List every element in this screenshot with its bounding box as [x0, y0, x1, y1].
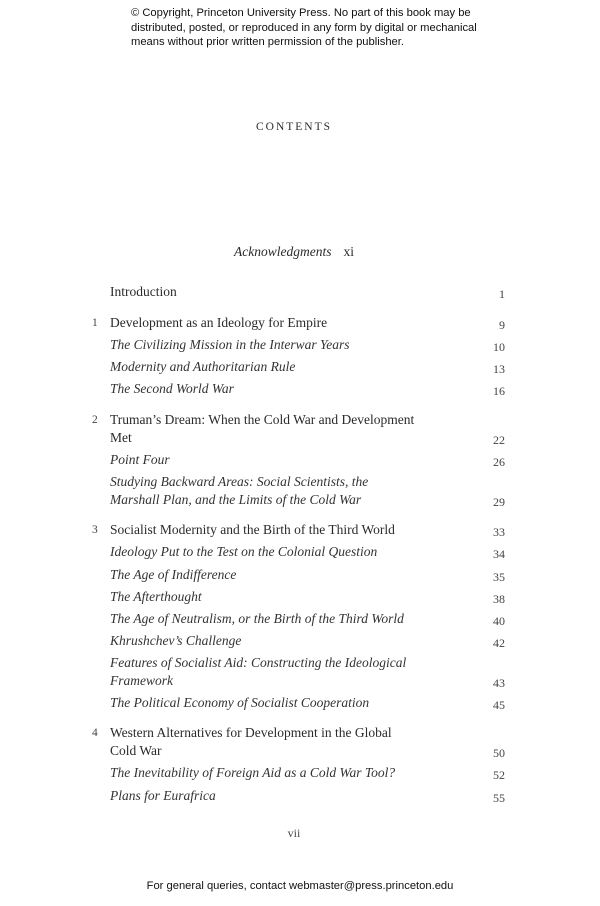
toc-section[interactable] — [0, 764, 600, 782]
entry-title: The Age of Neutralism, or the Birth of the Third World — [110, 611, 404, 626]
footer-contact: For general queries, contact webmaster@press.princeton.edu — [146, 880, 454, 892]
entry-title: Features of Socialist Aid: Constructing the Ideological Framework — [110, 655, 407, 688]
entry-title: The Afterthought — [110, 589, 202, 604]
entry-title: Plans for Eurafrica — [110, 788, 216, 803]
entry-title: Truman’s Dream: When the Cold War and Development Met — [110, 412, 415, 445]
toc-section[interactable] — [0, 380, 600, 398]
entry-page: 10 — [493, 340, 505, 354]
toc-section[interactable] — [0, 473, 600, 509]
entry-title: Western Alternatives for Development in the Global Cold War — [110, 725, 392, 758]
toc-section[interactable] — [0, 787, 600, 805]
page-title: CONTENTS — [255, 121, 333, 133]
entry-page: 42 — [493, 636, 505, 650]
toc-introduction[interactable] — [0, 283, 600, 301]
entry-title: Development as an Ideology for Empire — [110, 315, 328, 330]
entry-page: 9 — [499, 318, 505, 332]
entry-page: 1 — [499, 287, 505, 301]
toc-chapter[interactable] — [0, 521, 600, 539]
entry-title: The Civilizing Mission in the Interwar Years — [110, 337, 350, 352]
toc-section[interactable] — [0, 588, 600, 606]
toc-acknowledgments[interactable] — [234, 244, 354, 260]
entry-title: Ideology Put to the Test on the Colonial Question — [110, 544, 378, 559]
entry-page: 16 — [493, 384, 505, 398]
entry-title: Introduction — [110, 284, 177, 299]
acknowledgments-label: Acknowledgments — [234, 244, 332, 259]
entry-title: Point Four — [110, 452, 170, 467]
chapter-number: 2 — [92, 414, 98, 426]
toc-section[interactable] — [0, 632, 600, 650]
entry-page: 13 — [493, 362, 505, 376]
entry-page: 50 — [493, 746, 505, 760]
entry-title: Studying Backward Areas: Social Scientists, the Marshall Plan, and the Limits of the Cold War — [110, 474, 369, 507]
copyright-line: distributed, posted, or reproduced in any form by digital or mechanical — [131, 21, 477, 34]
toc-section[interactable] — [0, 566, 600, 584]
entry-page: 55 — [493, 791, 505, 805]
entry-page: 43 — [493, 676, 505, 690]
toc-section[interactable] — [0, 358, 600, 376]
entry-page: 35 — [493, 570, 505, 584]
entry-title: Modernity and Authoritarian Rule — [110, 359, 296, 374]
copyright-notice — [131, 6, 477, 50]
toc-section[interactable] — [0, 451, 600, 469]
toc-chapter[interactable] — [0, 411, 600, 447]
entry-title: Khrushchev’s Challenge — [110, 633, 242, 648]
acknowledgments-page: xi — [343, 244, 354, 259]
entry-page: 29 — [493, 495, 505, 509]
toc-section[interactable] — [0, 694, 600, 712]
entry-page: 33 — [493, 525, 505, 539]
entry-title: The Inevitability of Foreign Aid as a Cold War Tool? — [110, 765, 396, 780]
entry-page: 26 — [493, 455, 505, 469]
chapter-number: 1 — [92, 317, 98, 329]
entry-page: 52 — [493, 768, 505, 782]
entry-page: 40 — [493, 614, 505, 628]
entry-page: 22 — [493, 433, 505, 447]
entry-title: The Age of Indifference — [110, 567, 237, 582]
toc-chapter[interactable] — [0, 314, 600, 332]
entry-title: The Political Economy of Socialist Cooperation — [110, 695, 370, 710]
chapter-number: 4 — [92, 727, 98, 739]
toc-section[interactable] — [0, 336, 600, 354]
chapter-number: 3 — [92, 524, 98, 536]
entry-page: 45 — [493, 698, 505, 712]
toc-chapter[interactable] — [0, 724, 600, 760]
entry-page: 38 — [493, 592, 505, 606]
copyright-line: means without prior written permission of the publisher. — [131, 36, 404, 48]
page-number: vii — [287, 826, 301, 840]
entry-title: The Second World War — [110, 381, 234, 396]
entry-page: 34 — [493, 547, 505, 561]
copyright-line: © Copyright, Princeton University Press. No part of this book may be — [131, 7, 471, 19]
toc-section[interactable] — [0, 543, 600, 561]
toc-section[interactable] — [0, 654, 600, 690]
entry-title: Socialist Modernity and the Birth of the Third World — [110, 522, 395, 537]
toc-section[interactable] — [0, 610, 600, 628]
